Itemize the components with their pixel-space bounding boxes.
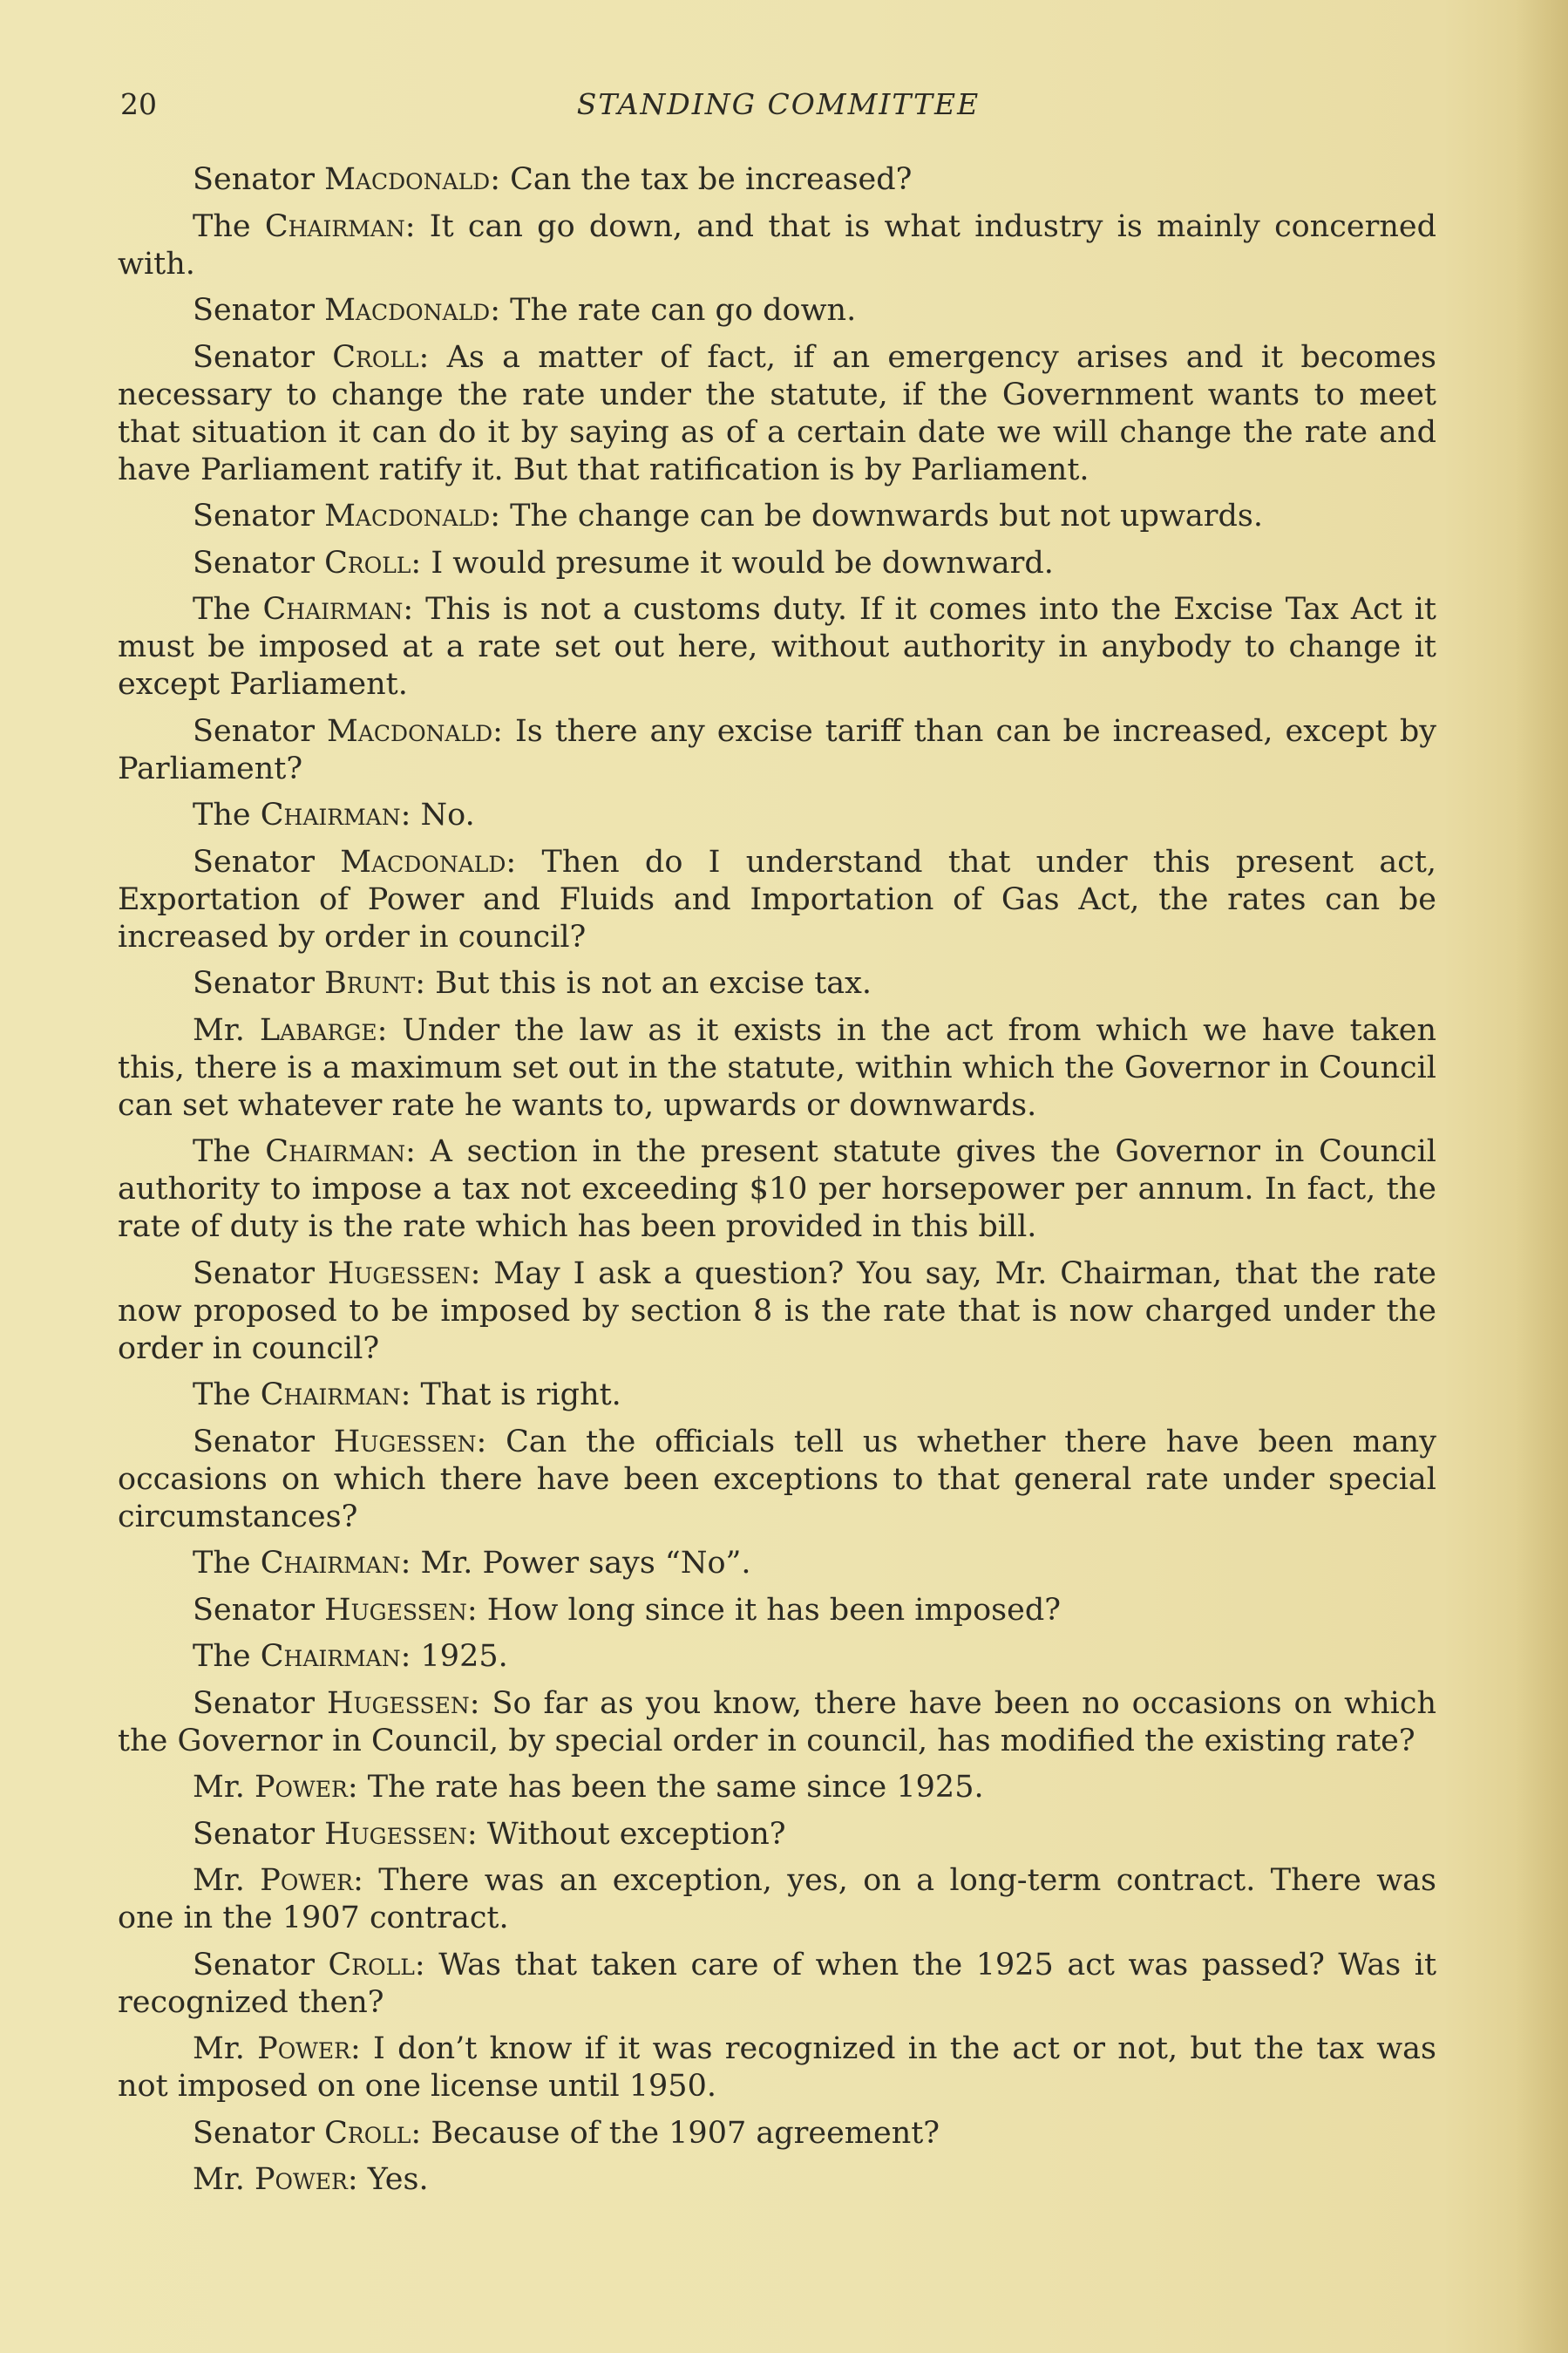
transcript-paragraph bbox=[118, 1012, 1436, 1125]
speaker-title: Senator bbox=[193, 499, 325, 534]
transcript-paragraph bbox=[118, 797, 1436, 834]
speaker-title: Senator bbox=[193, 844, 341, 880]
speaker-name: Power bbox=[260, 1863, 354, 1898]
speaker-name: Power bbox=[257, 2031, 350, 2066]
speaker-title: The bbox=[193, 208, 265, 244]
speaker-name: Macdonald bbox=[327, 713, 493, 749]
speech-text: : Can the tax be increased? bbox=[490, 162, 913, 197]
speaker-title: Senator bbox=[193, 1424, 334, 1459]
speech-text: : Because of the 1907 agreement? bbox=[411, 2115, 940, 2151]
speech-text: : The change can be downwards but not upwards. bbox=[490, 499, 1264, 534]
speaker-name: Chairman bbox=[262, 592, 404, 627]
speaker-title: Senator bbox=[193, 293, 325, 328]
speaker-name: Hugessen bbox=[333, 1424, 477, 1459]
transcript-paragraph bbox=[118, 161, 1436, 199]
speech-text: : Then do I understand that under this present act, Exportation of Power and Fluids and Importation of Gas Act, the rates can be increased by order in council? bbox=[118, 844, 1437, 955]
speaker-name: Power bbox=[254, 2162, 348, 2197]
speaker-name: Croll bbox=[324, 2115, 411, 2151]
speaker-title: Senator bbox=[193, 1255, 328, 1291]
speaker-name: Macdonald bbox=[340, 844, 506, 880]
transcript-paragraph bbox=[118, 1133, 1436, 1246]
speech-text: : The rate can go down. bbox=[490, 293, 857, 328]
speech-text: : This is not a customs duty. If it comes into the Excise Tax Act it must be imposed at a rate set out here, without authority in anybody to change it except Parliament. bbox=[118, 592, 1436, 702]
transcript-paragraph bbox=[118, 1255, 1436, 1368]
speaker-title: Senator bbox=[193, 1592, 325, 1628]
speech-text: : A section in the present statute gives the Governor in Council authority to impose a tax not exceeding $10 per horsepower per annum. In fact, the rate of duty is the rate which has been provided in this bill. bbox=[118, 1134, 1436, 1244]
speaker-title: Mr. bbox=[193, 2031, 258, 2066]
speaker-title: Mr. bbox=[193, 1770, 255, 1805]
speaker-title: The bbox=[193, 1639, 261, 1674]
speaker-name: Hugessen bbox=[326, 1685, 470, 1721]
transcript-paragraph bbox=[118, 1862, 1436, 1937]
speaker-title: Senator bbox=[193, 162, 325, 197]
transcript-paragraph bbox=[118, 1424, 1436, 1536]
speaker-name: Labarge bbox=[259, 1012, 377, 1048]
speech-text: : As a matter of fact, if an emergency arises and it becomes necessary to change the rate under the statute, if the Government wants to meet that situation it can do it by saying as of a certain date we will change the rate and have Parliament ratify it. But that ratification is by Parliament. bbox=[118, 339, 1436, 487]
running-head bbox=[120, 87, 1436, 131]
speaker-title: Mr. bbox=[193, 1012, 260, 1048]
transcript-paragraph bbox=[118, 2161, 1436, 2199]
speech-text: : Under the law as it exists in the act from which we have taken this, there is a maximum set out in the statute, within which the Governor in Council can set whatever rate he wants to, upwards or downwards. bbox=[118, 1012, 1436, 1123]
transcript-paragraph bbox=[118, 2115, 1436, 2152]
speaker-name: Hugessen bbox=[324, 1592, 467, 1628]
speaker-name: Macdonald bbox=[324, 293, 491, 328]
speaker-name: Brunt bbox=[324, 966, 416, 1001]
speech-text: : Is there any excise tariff than can be increased, except by Parliament? bbox=[118, 713, 1436, 786]
page-edge-shadow bbox=[1516, 0, 1568, 2353]
transcript-paragraph bbox=[118, 713, 1436, 788]
speech-text: : Without exception? bbox=[466, 1816, 786, 1852]
page-number: 20 bbox=[120, 87, 157, 121]
speech-text: : Was that taken care of when the 1925 act was passed? Was it recognized then? bbox=[118, 1947, 1437, 2020]
speaker-title: The bbox=[193, 1134, 266, 1169]
transcript-paragraph bbox=[118, 1592, 1436, 1629]
transcript-paragraph bbox=[118, 208, 1436, 283]
speaker-title: Senator bbox=[193, 713, 327, 749]
transcript-body bbox=[118, 161, 1436, 2208]
speaker-title: Senator bbox=[193, 339, 333, 375]
transcript-paragraph bbox=[118, 292, 1436, 330]
transcript-paragraph bbox=[118, 545, 1436, 582]
speech-text: : Can the officials tell us whether there have been many occasions on which there have been exceptions to that general rate under special circumstances? bbox=[118, 1424, 1436, 1534]
speaker-name: Chairman bbox=[264, 208, 405, 244]
speaker-name: Chairman bbox=[260, 1377, 401, 1412]
transcript-paragraph bbox=[118, 1377, 1436, 1414]
speech-text: : Mr. Power says “No”. bbox=[400, 1546, 751, 1581]
transcript-paragraph bbox=[118, 1769, 1436, 1806]
speech-text: : How long since it has been imposed? bbox=[466, 1592, 1061, 1628]
speech-text: : There was an exception, yes, on a long-term contract. There was one in the 1907 contract. bbox=[118, 1863, 1436, 1935]
transcript-paragraph bbox=[118, 2030, 1436, 2105]
speaker-name: Macdonald bbox=[324, 499, 491, 534]
speech-text: : 1925. bbox=[400, 1639, 508, 1674]
header-title: STANDING COMMITTEE bbox=[576, 87, 981, 121]
speaker-name: Croll bbox=[332, 339, 419, 375]
transcript-paragraph bbox=[118, 1947, 1436, 2022]
speech-text: : I don’t know if it was recognized in the act or not, but the tax was not imposed on one license until 1950. bbox=[118, 2031, 1437, 2104]
speaker-name: Hugessen bbox=[324, 1816, 467, 1852]
transcript-paragraph bbox=[118, 1545, 1436, 1582]
speaker-name: Power bbox=[254, 1770, 348, 1805]
transcript-paragraph bbox=[118, 965, 1436, 1003]
transcript-paragraph bbox=[118, 591, 1436, 704]
speaker-name: Croll bbox=[324, 545, 411, 581]
speaker-title: Mr. bbox=[193, 1863, 261, 1898]
speaker-title: Mr. bbox=[193, 2162, 255, 2197]
speech-text: : So far as you know, there have been no occasions on which the Governor in Council, by special order in council, has modified the existing rate? bbox=[118, 1685, 1436, 1758]
speaker-title: Senator bbox=[193, 1816, 325, 1852]
speaker-name: Chairman bbox=[260, 798, 401, 833]
speaker-title: Senator bbox=[193, 1947, 329, 1982]
speech-text: : May I ask a question? You say, Mr. Chairman, that the rate now proposed to be imposed by section 8 is the rate that is now charged under the order in council? bbox=[118, 1255, 1436, 1366]
speaker-name: Macdonald bbox=[324, 162, 491, 197]
speaker-title: Senator bbox=[193, 545, 325, 581]
transcript-paragraph bbox=[118, 1685, 1436, 1760]
speaker-name: Chairman bbox=[260, 1546, 401, 1581]
speaker-title: The bbox=[193, 1377, 261, 1412]
speech-text: : I would presume it would be downward. bbox=[411, 545, 1054, 581]
transcript-paragraph bbox=[118, 498, 1436, 535]
speaker-name: Croll bbox=[328, 1947, 415, 1982]
speaker-name: Chairman bbox=[265, 1134, 406, 1169]
speaker-title: Senator bbox=[193, 966, 325, 1001]
speaker-title: The bbox=[193, 592, 263, 627]
speaker-title: The bbox=[193, 1546, 261, 1581]
speaker-title: The bbox=[193, 798, 261, 833]
transcript-paragraph bbox=[118, 844, 1436, 956]
speaker-name: Hugessen bbox=[327, 1255, 471, 1291]
speaker-title: Senator bbox=[193, 1685, 327, 1721]
transcript-paragraph bbox=[118, 339, 1436, 489]
speech-text: : The rate has been the same since 1925. bbox=[347, 1770, 984, 1805]
speech-text: : That is right. bbox=[400, 1377, 621, 1412]
transcript-paragraph bbox=[118, 1638, 1436, 1676]
speaker-name: Chairman bbox=[260, 1639, 401, 1674]
speaker-title: Senator bbox=[193, 2115, 325, 2151]
speech-text: : But this is not an excise tax. bbox=[415, 966, 872, 1001]
speech-text: : It can go down, and that is what industry is mainly concerned with. bbox=[118, 208, 1436, 282]
transcript-paragraph bbox=[118, 1816, 1436, 1853]
speech-text: : No. bbox=[400, 798, 475, 833]
speech-text: : Yes. bbox=[347, 2162, 429, 2197]
